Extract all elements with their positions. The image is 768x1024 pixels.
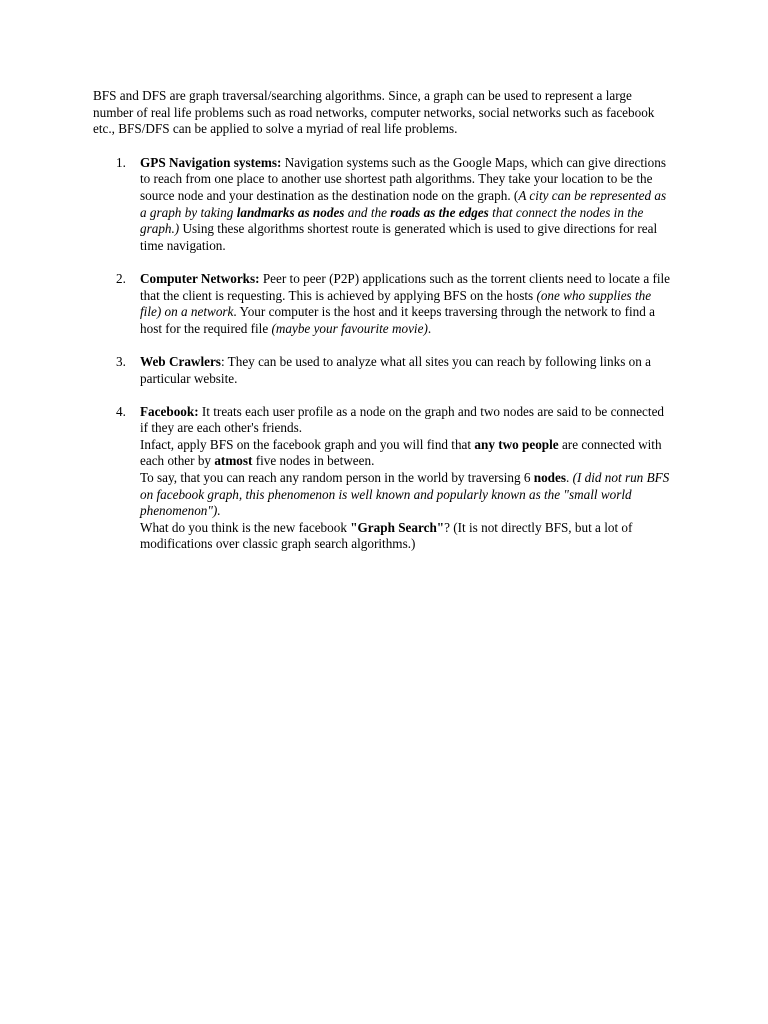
- item-text: ? (It is not directly BFS, but a lot of modifications over classic graph search algorithms.): [140, 519, 633, 552]
- item-text: To say, that you can reach any random person in the world by traversing 6: [140, 470, 534, 486]
- item-italic-text: (one who supplies the file) on a network: [140, 287, 652, 320]
- item-text: Navigation systems such as the Google Maps, which can give directions to reach from one place to another use shortest path algorithms. They take your location to be the source node and your destination as the destination node on the graph. (: [140, 154, 666, 203]
- item-text: . Your computer is the host and it keeps traversing through the network to find a host for the required file: [140, 304, 655, 336]
- list-item: [93, 404, 673, 553]
- item-text: Using these algorithms shortest route is generated which is used to give directions for real time navigation.: [140, 221, 658, 253]
- item-text: What do you think is the new facebook: [140, 519, 351, 535]
- list-item-number: 2.: [116, 270, 126, 286]
- item-italic-text: A city can be represented as a graph by taking: [140, 187, 667, 220]
- item-line: [140, 437, 673, 470]
- item-text: five nodes in between.: [252, 453, 375, 469]
- item-bold-italic-text: roads as the edges: [390, 204, 489, 220]
- list-item: [93, 354, 673, 387]
- item-bold-italic-text: landmarks as nodes: [236, 204, 345, 220]
- item-line: [140, 470, 673, 520]
- list-item: [93, 271, 673, 337]
- item-italic-text: (maybe your favourite movie): [271, 320, 428, 336]
- item-italic-text: (I did not run BFS on facebook graph, this phenomenon is well known and popularly known as the "small world phenomenon").: [140, 470, 670, 519]
- item-heading: Web Crawlers: [140, 353, 221, 369]
- list-item: [93, 155, 673, 255]
- list-item-number: 3.: [116, 353, 126, 369]
- document-page: [93, 88, 673, 570]
- item-bold-text: "Graph Search": [350, 519, 445, 535]
- item-bold-text: nodes: [533, 470, 566, 486]
- item-line: [140, 520, 673, 553]
- intro-paragraph: BFS and DFS are graph traversal/searching algorithms. Since, a graph can be used to represent a large number of real life problems such as road networks, computer networks, social networks such as facebook etc., BFS/DFS can be applied to solve a myriad of real life problems.: [93, 88, 655, 137]
- item-text: Infact, apply BFS on the facebook graph and you will find that: [140, 436, 475, 452]
- item-text: It treats each user profile as a node on the graph and two nodes are said to be connected if they are each other's friends.: [140, 403, 665, 436]
- item-bold-text: any two people: [474, 436, 559, 452]
- item-text: are connected with each other by: [140, 436, 662, 469]
- item-heading: Facebook:: [140, 403, 199, 419]
- list-item-number: 4.: [116, 403, 126, 419]
- applications-list: [93, 155, 673, 553]
- item-text: Peer to peer (P2P) applications such as the torrent clients need to locate a file that the client is requesting. This is achieved by applying BFS on the hosts: [140, 270, 671, 303]
- item-heading: Computer Networks:: [140, 270, 260, 286]
- item-text: .: [565, 470, 573, 486]
- item-italic-text: and the: [344, 204, 391, 220]
- item-text: : They can be used to analyze what all sites you can reach by following links on a particular website.: [140, 353, 652, 386]
- list-item-number: 1.: [116, 154, 126, 170]
- item-italic-text: that connect the nodes in the graph.): [140, 204, 644, 237]
- item-heading: GPS Navigation systems:: [140, 154, 282, 170]
- item-text: .: [427, 320, 432, 336]
- item-bold-text: atmost: [214, 453, 253, 469]
